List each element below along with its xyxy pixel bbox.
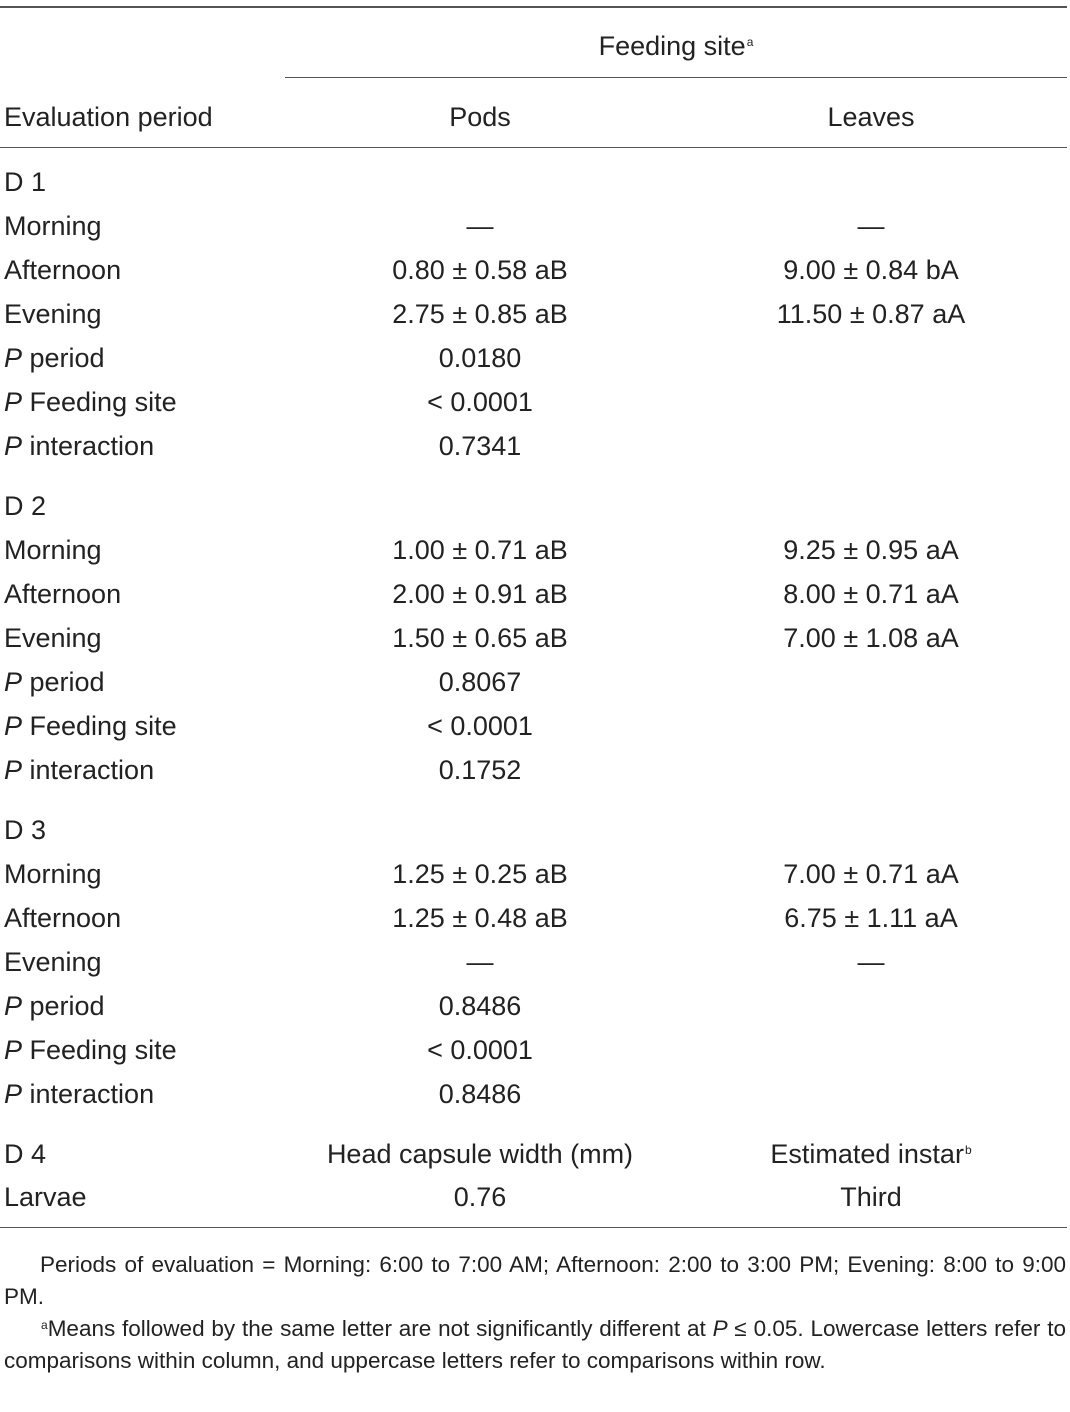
stat-value: 0.8486 [438, 1079, 522, 1109]
section-title: D 1 [4, 167, 47, 197]
stat-p: P [4, 1035, 23, 1065]
pods-value: 1.25 ± 0.25 aB [392, 859, 568, 889]
larvae-row [0, 1177, 1070, 1217]
leaves-value: 9.00 ± 0.84 bA [783, 255, 959, 285]
feeding-site-label: Feeding site [598, 31, 746, 61]
group-underline [285, 77, 1067, 78]
leaves-value: 7.00 ± 0.71 aA [783, 859, 959, 889]
pods-value: 2.00 ± 0.91 aB [392, 579, 568, 609]
stat-label-text: interaction [22, 755, 155, 785]
larvae-label: Larvae [4, 1182, 87, 1212]
estimated-instar-sup: b [964, 1143, 972, 1157]
stat-label [4, 1030, 177, 1070]
feeding-site-sup: a [746, 35, 754, 49]
pods-value: 2.75 ± 0.85 aB [392, 299, 568, 329]
pods-value: — [466, 211, 494, 241]
stat-p: P [4, 667, 23, 697]
stat-row [0, 986, 1070, 1026]
stat-value: 0.1752 [438, 755, 522, 785]
stat-label [4, 426, 154, 466]
footnote-a-p: P [712, 1316, 728, 1341]
stat-p: P [4, 431, 23, 461]
period-label: Morning [4, 211, 102, 241]
table-row [0, 530, 1070, 570]
stat-label [4, 706, 177, 746]
stat-row [0, 662, 1070, 702]
stat-label-text: period [22, 667, 105, 697]
stat-label [4, 662, 105, 702]
stat-p: P [4, 343, 23, 373]
leaves-value: — [857, 947, 885, 977]
col-evaluation-period: Evaluation period [4, 102, 213, 132]
footnote-a-text-1: Means followed by the same letter are not significantly different at [47, 1316, 713, 1341]
pods-value: — [466, 947, 494, 977]
leaves-value: 7.00 ± 1.08 aA [783, 623, 959, 653]
period-label: Evening [4, 947, 102, 977]
stat-p: P [4, 1079, 23, 1109]
pods-value: 1.00 ± 0.71 aB [392, 535, 568, 565]
pods-value: 1.25 ± 0.48 aB [392, 903, 568, 933]
footnote-a-text-2: ≤ 0.05. Lowercase letters refer to comparisons within column, and uppercase letters refer to comparisons within row. [4, 1316, 1067, 1373]
stat-p: P [4, 711, 23, 741]
stat-value: 0.0180 [438, 343, 522, 373]
footnote-a-sup: a [41, 1318, 48, 1332]
stat-value: < 0.0001 [427, 387, 533, 417]
stat-label-text: interaction [22, 1079, 155, 1109]
period-label: Morning [4, 535, 102, 565]
footnote-periods: Periods of evaluation = Morning: 6:00 to 7:00 AM; Afternoon: 2:00 to 3:00 PM; Evening: 8:00 to 9:00 PM. [4, 1252, 1066, 1309]
stat-label [4, 338, 105, 378]
stat-label-text: period [22, 343, 105, 373]
leaves-value: 11.50 ± 0.87 aA [776, 299, 966, 329]
section-title: D 3 [4, 815, 47, 845]
stat-label-text: Feeding site [22, 387, 177, 417]
stat-value: 0.8486 [438, 991, 522, 1021]
estimated-instar-header [675, 1134, 1067, 1174]
stat-label-text: Feeding site [22, 1035, 177, 1065]
period-label: Afternoon [4, 903, 122, 933]
stat-row [0, 706, 1070, 746]
stat-row [0, 426, 1070, 466]
leaves-value: 8.00 ± 0.71 aA [783, 579, 959, 609]
stat-row [0, 1030, 1070, 1070]
period-label: Morning [4, 859, 102, 889]
leaves-value: 9.25 ± 0.95 aA [783, 535, 959, 565]
stat-p: P [4, 387, 23, 417]
stat-label [4, 1074, 154, 1114]
stat-label-text: Feeding site [22, 711, 177, 741]
column-header-row [0, 97, 1070, 137]
stat-row [0, 1074, 1070, 1114]
table-row [0, 574, 1070, 614]
period-label: Evening [4, 623, 102, 653]
d4-title: D 4 [4, 1139, 47, 1169]
larvae-head-capsule: 0.76 [453, 1182, 507, 1212]
stat-label [4, 382, 177, 422]
period-label: Evening [4, 299, 102, 329]
period-label: Afternoon [4, 255, 122, 285]
stat-p: P [4, 991, 23, 1021]
table-row [0, 898, 1070, 938]
table-row [0, 942, 1070, 982]
pods-value: 0.80 ± 0.58 aB [392, 255, 568, 285]
section-title-row [0, 810, 1070, 850]
stat-value: 0.8067 [438, 667, 522, 697]
stat-value: 0.7341 [438, 431, 522, 461]
stat-label [4, 986, 105, 1026]
period-label: Afternoon [4, 579, 122, 609]
col-leaves: Leaves [827, 102, 915, 132]
col-pods: Pods [449, 102, 511, 132]
section-title-row [0, 486, 1070, 526]
stat-label-text: period [22, 991, 105, 1021]
table-row [0, 206, 1070, 246]
stat-row [0, 750, 1070, 790]
head-capsule-header: Head capsule width (mm) [326, 1139, 634, 1169]
table-bottom-rule [0, 1227, 1067, 1228]
footnotes [4, 1249, 1066, 1377]
table-row [0, 294, 1070, 334]
stat-label-text: interaction [22, 431, 155, 461]
table-row [0, 854, 1070, 894]
stat-label [4, 750, 154, 790]
stat-value: < 0.0001 [427, 711, 533, 741]
stat-value: < 0.0001 [427, 1035, 533, 1065]
section-title: D 2 [4, 491, 47, 521]
header-bottom-rule [0, 147, 1067, 148]
table-row [0, 250, 1070, 290]
stat-p: P [4, 755, 23, 785]
estimated-instar-label: Estimated instar [770, 1139, 964, 1169]
footnote-a [4, 1313, 1066, 1377]
stat-row [0, 338, 1070, 378]
stat-row [0, 382, 1070, 422]
section-title-row [0, 162, 1070, 202]
table-row [0, 618, 1070, 658]
table-top-rule [0, 6, 1067, 8]
feeding-site-header [285, 26, 1067, 66]
pods-value: 1.50 ± 0.65 aB [392, 623, 568, 653]
larvae-instar: Third [840, 1182, 902, 1212]
leaves-value: 6.75 ± 1.11 aA [784, 903, 958, 933]
leaves-value: — [857, 211, 885, 241]
d4-header-row [0, 1134, 1070, 1174]
